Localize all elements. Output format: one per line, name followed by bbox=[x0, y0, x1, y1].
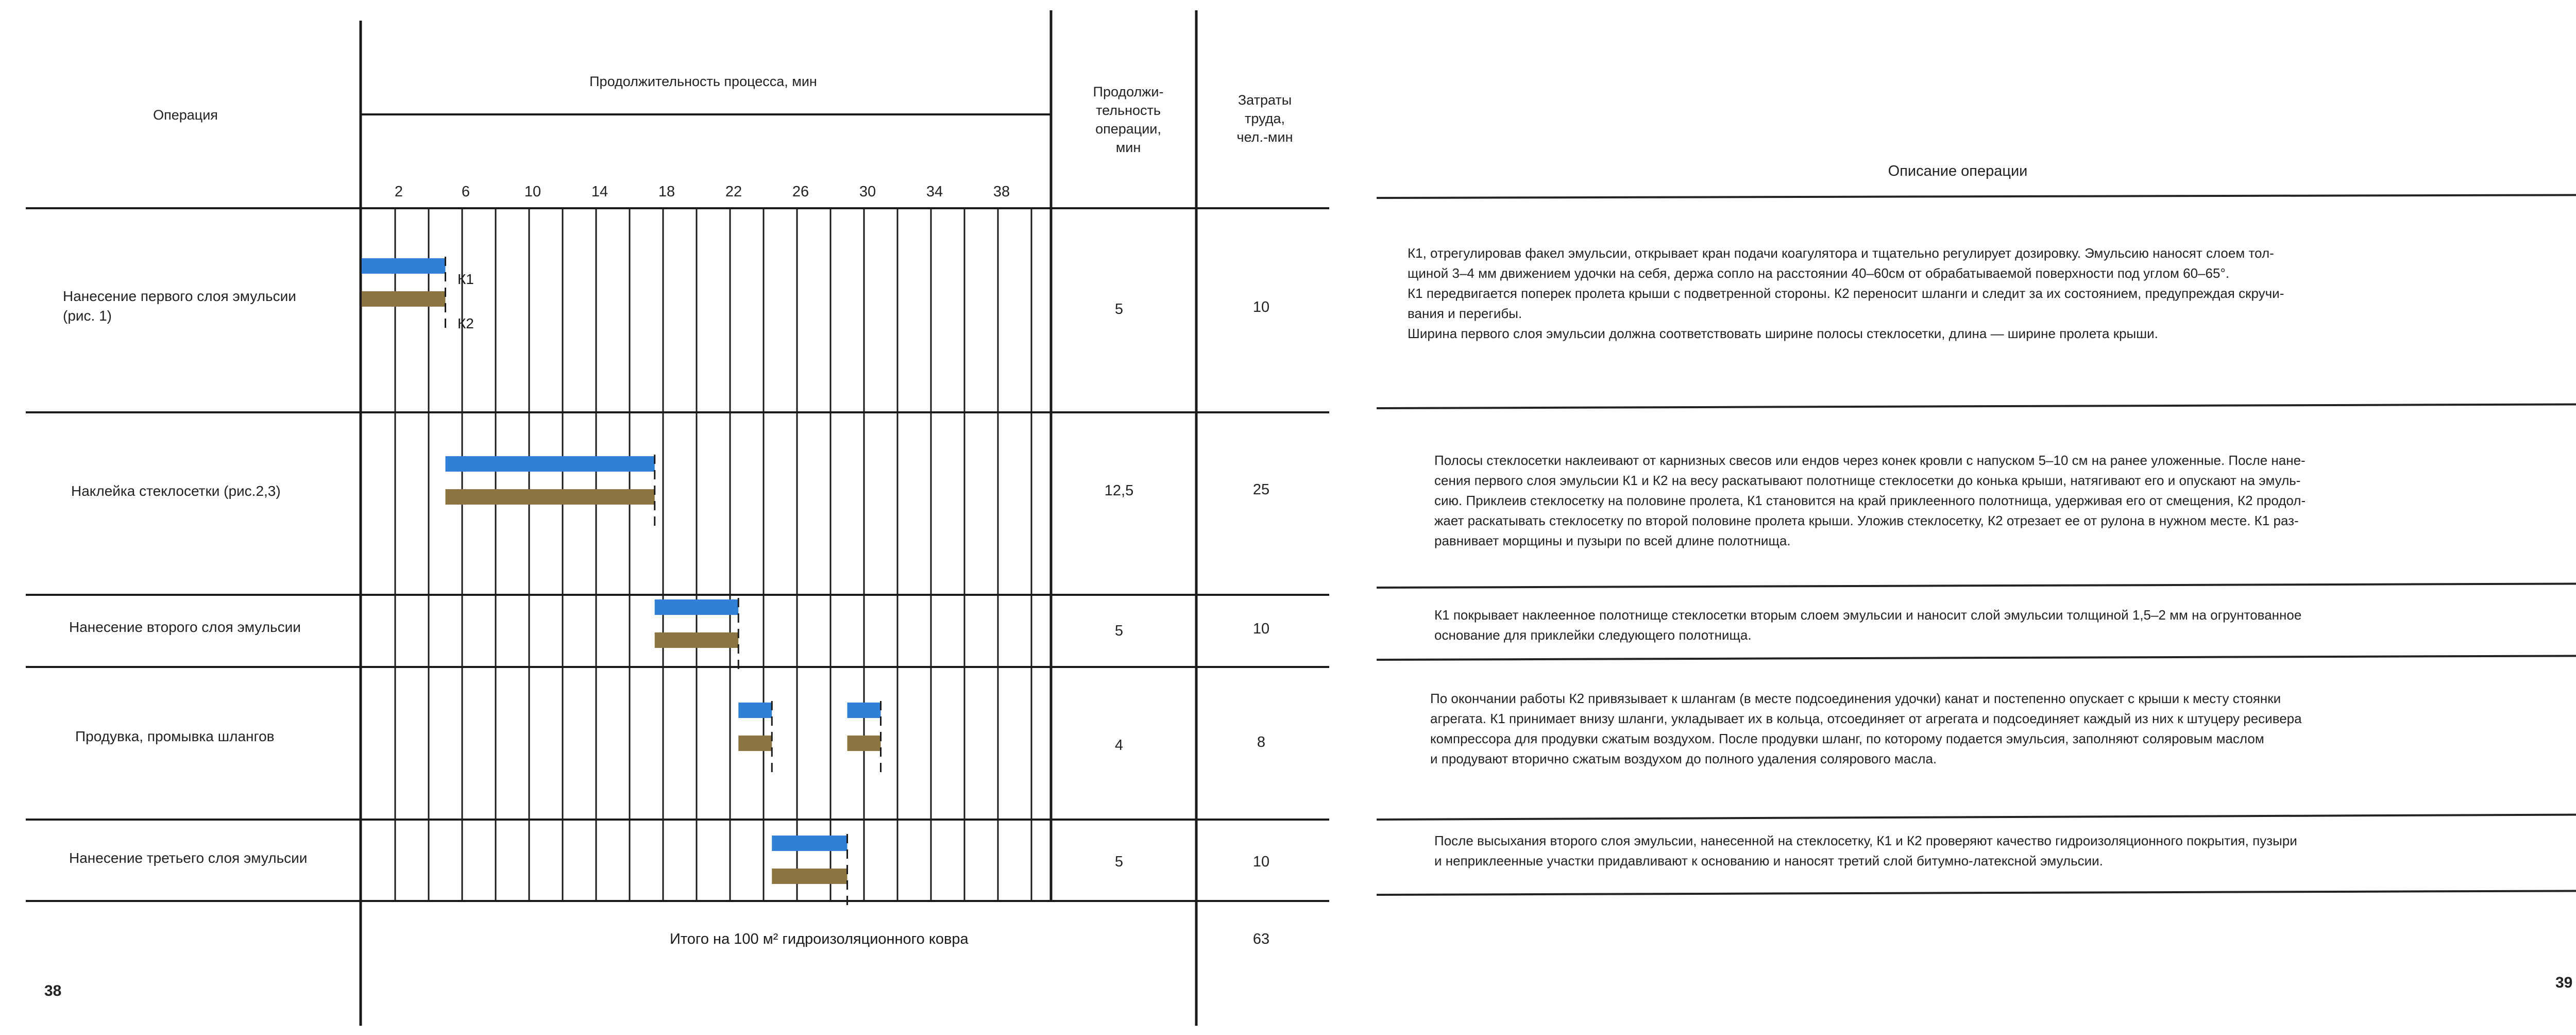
description-line: равнивает морщины и пузыри по всей длине полотнища. bbox=[1434, 533, 1791, 548]
operation-duration-value: 12,5 bbox=[1104, 482, 1134, 499]
operation-label-line: Нанесение второго слоя эмульсии bbox=[69, 619, 301, 635]
page-number-right: 39 bbox=[2555, 974, 2573, 991]
operation-label-line: Наклейка стеклосетки (рис.2,3) bbox=[71, 483, 281, 499]
time-tick: 38 bbox=[993, 183, 1010, 200]
time-tick: 30 bbox=[859, 183, 876, 200]
description-line: и неприклеенные участки придавливают к основанию и наносят третий слой битумно-латексной эмульсии. bbox=[1434, 853, 2103, 869]
total-label-text: Итого на 100 м² гидроизоляционного ковра bbox=[670, 931, 969, 947]
description-line: К1, отрегулировав факел эмульсии, открывает кран подачи коагулятора и тщательно регулирует дозировку. Эмульсию наносят слоем тол- bbox=[1408, 245, 2274, 261]
description-line: К1 передвигается поперек пролета крыши с подветренной стороны. К2 переносит шланги и следит за их состоянием, предупреждая скручи- bbox=[1408, 286, 2284, 301]
operation-duration-header-line: Продолжи- bbox=[1093, 84, 1164, 99]
worker-label-k1: К1 bbox=[457, 271, 474, 287]
description-line: и продувают вторично сжатым воздухом до полного удаления солярового масла. bbox=[1430, 751, 1937, 766]
operation-header: Операция bbox=[153, 107, 218, 123]
time-tick: 14 bbox=[591, 183, 608, 200]
operation-label-line: Нанесение третьего слоя эмульсии bbox=[69, 850, 308, 866]
operation-label-line: Продувка, промывка шлангов bbox=[75, 728, 275, 744]
description-line: После высыхания второго слоя эмульсии, нанесенной на стеклосетку, К1 и К2 проверяют качество гидроизоляционного покрытия, пузыри bbox=[1434, 833, 2297, 848]
rule-line bbox=[1377, 404, 2576, 408]
time-tick: 26 bbox=[792, 183, 809, 200]
page-number-left: 38 bbox=[44, 982, 62, 999]
operation-duration-value: 5 bbox=[1114, 854, 1124, 870]
time-tick: 2 bbox=[394, 183, 403, 200]
process-duration-header: Продолжительность процесса, мин bbox=[589, 74, 817, 89]
labor-cost-value: 10 bbox=[1252, 854, 1270, 870]
time-tick: 18 bbox=[658, 183, 675, 200]
labor-cost-value: 8 bbox=[1257, 734, 1266, 750]
rule-line bbox=[1377, 891, 2576, 895]
labor-cost-header-line: чел.-мин bbox=[1236, 129, 1293, 145]
labor-cost-value: 10 bbox=[1252, 621, 1270, 637]
operation-duration-header-line: мин bbox=[1115, 140, 1141, 155]
description-line: щиной 3–4 мм движением удочки на себя, держа сопло на расстоянии 40–60см от обрабатываемой поверхности под углом 60–65°. bbox=[1408, 265, 2230, 281]
description-line: сию. Приклеив стеклосетку на половине пролета, К1 становится на край приклеенного полотнища, удерживая его от смещения, К2 продол- bbox=[1434, 493, 2306, 508]
time-tick: 6 bbox=[461, 183, 470, 200]
description-line: вания и перегибы. bbox=[1408, 306, 1522, 321]
operation-duration-value: 4 bbox=[1114, 737, 1124, 754]
labor-cost-value: 25 bbox=[1252, 481, 1270, 498]
description-line: Полосы стеклосетки наклеивают от карнизных свесов или ендов через конек кровли с напуском 5–10 см на ранее уложенные. После нане- bbox=[1434, 453, 2306, 468]
worker-label-k2: К2 bbox=[457, 315, 474, 331]
description-line: компрессора для продувки сжатым воздухом. После продувки шланг, по которому подается эмульсия, заполняют соляровым маслом bbox=[1430, 731, 2264, 746]
time-tick: 22 bbox=[725, 183, 742, 200]
description-line: основание для приклейки следующего полотнища. bbox=[1434, 627, 1752, 643]
labor-cost-header-line: Затраты bbox=[1238, 92, 1292, 108]
rule-line bbox=[1377, 583, 2576, 588]
description-line: жает раскатывать стеклосетку по второй половине пролета крыши. Уложив стеклосетку, К2 отрезает ее от рулона в нужном месте. К1 раз- bbox=[1434, 513, 2299, 528]
operation-label-line: Нанесение первого слоя эмульсии bbox=[63, 288, 296, 304]
description-line: Ширина первого слоя эмульсии должна соответствовать ширине полосы стеклосетки, длина — ширине пролета крыши. bbox=[1408, 326, 2158, 341]
description-header: Описание операции bbox=[1888, 163, 2028, 179]
labor-cost-value: 10 bbox=[1252, 299, 1270, 315]
operation-duration-value: 5 bbox=[1114, 623, 1124, 639]
description-line: сения первого слоя эмульсии К1 и К2 на весу раскатывают полотнище стеклосетки до конька крыши, натягивают его и опускают на эмуль- bbox=[1434, 473, 2301, 488]
description-line: К1 покрывает наклеенное полотнище стеклосетки вторым слоем эмульсии и наносит слой эмульсии толщиной 1,5–2 мм на огрунтованное bbox=[1434, 607, 2302, 623]
description-line: По окончании работы К2 привязывает к шлангам (в месте подсоединения удочки) канат и постепенно опускает с крыши к месту стоянки bbox=[1430, 691, 2281, 706]
operation-duration-header-line: операции, bbox=[1095, 121, 1161, 137]
rule-line bbox=[1377, 656, 2576, 660]
rule-line bbox=[1377, 195, 2576, 198]
time-tick: 10 bbox=[524, 183, 541, 200]
total-value: 63 bbox=[1252, 931, 1270, 947]
operation-duration-value: 5 bbox=[1114, 301, 1124, 318]
rule-line bbox=[1377, 814, 2576, 820]
time-tick: 34 bbox=[926, 183, 943, 200]
operation-label-line: (рис. 1) bbox=[63, 308, 112, 324]
labor-cost-header-line: труда, bbox=[1245, 111, 1285, 126]
description-line: агрегата. К1 принимает внизу шланги, укладывает их в кольца, отсоединяет от агрегата и подсоединяет каждый из них к штуцеру ресивера bbox=[1430, 711, 2302, 726]
operation-duration-header-line: тельность bbox=[1096, 103, 1161, 118]
